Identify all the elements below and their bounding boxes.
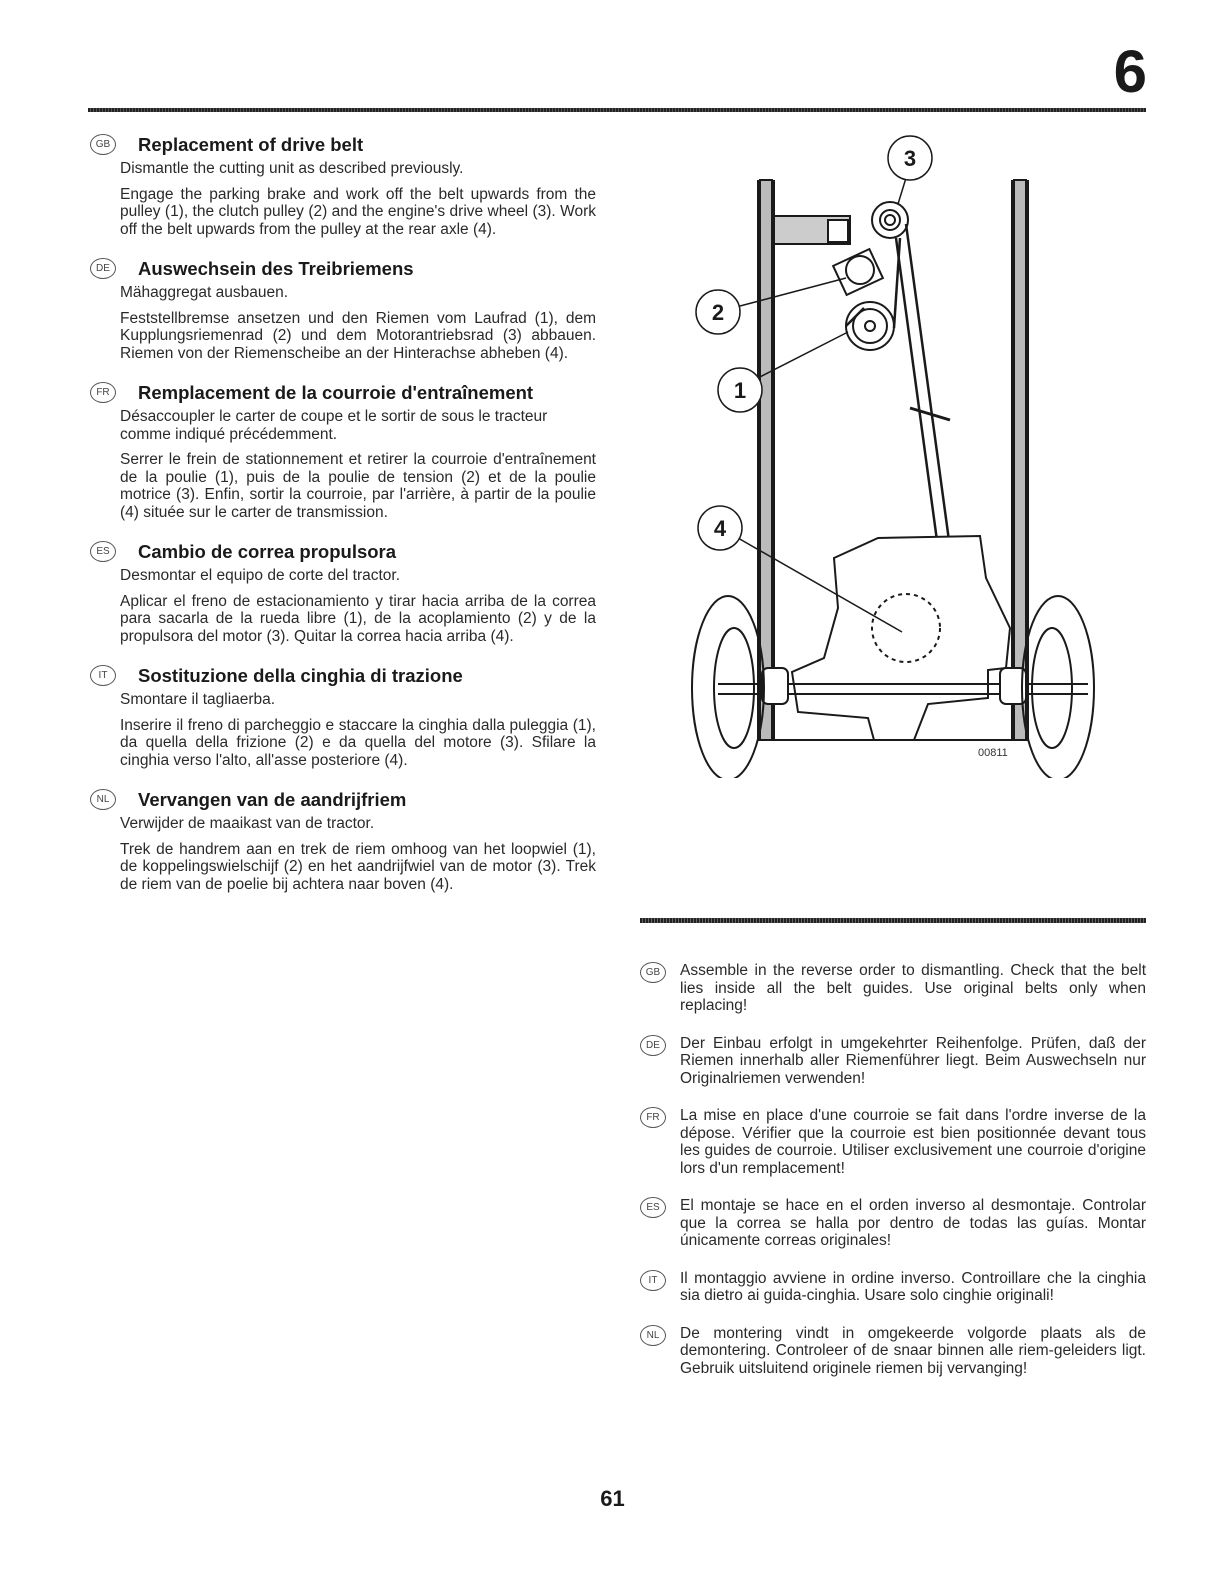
idler-pulley [846, 302, 894, 350]
section-title: Replacement of drive belt [138, 134, 364, 155]
section-text: Engage the parking brake and work off the belt upwards from the pulley (1), the clutch pulley (2) and the engine's drive wheel (3). Work off the belt upwards from the pulley at the rear axle (4). [120, 185, 596, 238]
section-fr [88, 382, 596, 521]
callout-2: 2 [711, 300, 725, 325]
chapter-number: 6 [1113, 38, 1147, 105]
note-it [640, 1270, 1146, 1305]
section-text: Feststellbremse ansetzen und den Riemen vom Laufrad (1), dem Kupplungsriemenrad (2) und dem Motorantriebsrad (3) abbauen. Riemen von der Riemenscheibe an der Hinterachse abheben (4). [120, 309, 596, 362]
section-title: Cambio de correa propulsora [138, 541, 397, 562]
mid-rule [640, 918, 1146, 923]
note-text: Assemble in the reverse order to dismantling. Check that the belt lies inside all the belt guides. Use original belts only when replacing! [680, 962, 1146, 1014]
note-es [640, 1197, 1146, 1250]
language-badge-de: DE [90, 258, 116, 279]
note-text: De montering vindt in omgekeerde volgorde plaats als de demontering. Controleer of de snaar binnen alle riem-geleiders ligt. Gebruik uitsluitend originele riemen bij vervanging! [680, 1324, 1146, 1377]
left-frame-rail [758, 180, 774, 740]
language-badge-gb: GB [90, 134, 116, 155]
section-body [88, 408, 596, 521]
section-intro: Verwijder de maaikast van de tractor. [120, 815, 375, 832]
language-badge-de: DE [640, 1035, 666, 1056]
right-rear-wheel [1022, 596, 1094, 778]
language-badge-es: ES [640, 1197, 666, 1218]
section-text: Inserire il freno di parcheggio e staccare la cinghia dalla puleggia (1), da quella della frizione (2) e da quella del motore (3). Sfilare la cinghia verso l'alto, all'asse posteriore (4). [120, 716, 596, 769]
language-badge-nl: NL [640, 1325, 666, 1346]
top-rule [88, 108, 1146, 112]
section-body [88, 160, 596, 238]
note-text: El montaje se hace en el orden inverso al desmontaje. Controlar que la correa se halla por dentro de todas las guías. Montar únicamente correas originales! [680, 1197, 1146, 1249]
section-title: Auswechsein des Treibriemens [138, 258, 414, 279]
section-body [88, 284, 596, 362]
note-fr [640, 1107, 1146, 1177]
page-number: 61 [600, 1486, 625, 1511]
note-text: La mise en place d'une courroie se fait dans l'ordre inverse de la dépose. Vérifier que la courroie est bien positionnée devant tous les guides de courroie. Utiliser exclusivement une courroie d'origine lors d'un remplacement! [680, 1107, 1146, 1177]
instructions-column [88, 134, 596, 913]
section-title: Vervangen van de aandrijfriem [138, 789, 407, 810]
transmission-housing [792, 536, 1010, 740]
section-text: Aplicar el freno de estacionamiento y tirar hacia arriba de la correa para sacarla de la rueda libre (1), de la acoplamiento (2) y de la propulsora del motor (3). Quitar la correa hacia arriba (4). [120, 592, 596, 645]
note-text: Der Einbau erfolgt in umgekehrter Reihenfolge. Prüfen, daß der Riemen innerhalb aller Riemenführer liegt. Beim Auswechseln nur Originalriemen verwenden! [680, 1034, 1146, 1087]
language-badge-es: ES [90, 541, 116, 562]
figure-code: 00811 [978, 747, 1008, 759]
engine-drive-pulley [872, 202, 908, 238]
section-intro: Désaccoupler le carter de coupe et le sortir de sous le tracteur comme indiqué précédemment. [120, 408, 548, 443]
section-title: Sostituzione della cinghia di trazione [138, 665, 463, 686]
language-badge-gb: GB [640, 962, 666, 983]
section-nl [88, 789, 596, 893]
section-header [88, 134, 596, 160]
note-nl [640, 1325, 1146, 1378]
section-title: Remplacement de la courroie d'entraînement [138, 382, 534, 403]
language-badge-fr: FR [640, 1107, 666, 1128]
section-es [88, 541, 596, 645]
note-text: Il montaggio avviene in ordine inverso. Controillare che la cinghia sia dietro ai guida-cinghia. Usare solo cinghie originali! [680, 1269, 1146, 1304]
section-intro: Dismantle the cutting unit as described previously. [120, 160, 464, 177]
note-gb [640, 962, 1146, 1015]
section-header [88, 789, 596, 815]
callout-4: 4 [713, 516, 727, 541]
section-header [88, 382, 596, 408]
right-frame-rail [1012, 180, 1028, 740]
section-intro: Mähaggregat ausbauen. [120, 284, 289, 301]
callout-1: 1 [733, 378, 747, 403]
callout-3: 3 [903, 146, 917, 171]
drive-belt-diagram [688, 128, 1108, 778]
section-intro: Smontare il tagliaerba. [120, 691, 276, 708]
section-intro: Desmontar el equipo de corte del tractor. [120, 567, 401, 584]
section-body [88, 691, 596, 769]
clutch-pulley [833, 249, 883, 295]
note-de [640, 1035, 1146, 1088]
section-header [88, 665, 596, 691]
language-badge-fr: FR [90, 382, 116, 403]
assembly-notes-column [640, 962, 1146, 1397]
language-badge-it: IT [90, 665, 116, 686]
section-it [88, 665, 596, 769]
section-header [88, 541, 596, 567]
language-badge-it: IT [640, 1270, 666, 1291]
section-gb [88, 134, 596, 238]
section-text: Trek de handrem aan en trek de riem omhoog van het loopwiel (1), de koppelingswielschijf (2) en het aandrijfwiel van de motor (3). Trek de riem van de poelie bij achtera naar boven (4). [120, 840, 596, 893]
section-body [88, 815, 596, 893]
language-badge-nl: NL [90, 789, 116, 810]
left-rear-wheel [692, 596, 764, 778]
section-text: Serrer le frein de stationnement et retirer la courroie d'entraînement de la poulie (1), puis de la poulie de tension (2) et de la poulie motrice (3). Enfin, sortir la courroie, par l'arrière, à partir de la poulie (4) située sur le carter de transmission. [120, 451, 596, 521]
section-body [88, 567, 596, 645]
section-de [88, 258, 596, 362]
section-header [88, 258, 596, 284]
